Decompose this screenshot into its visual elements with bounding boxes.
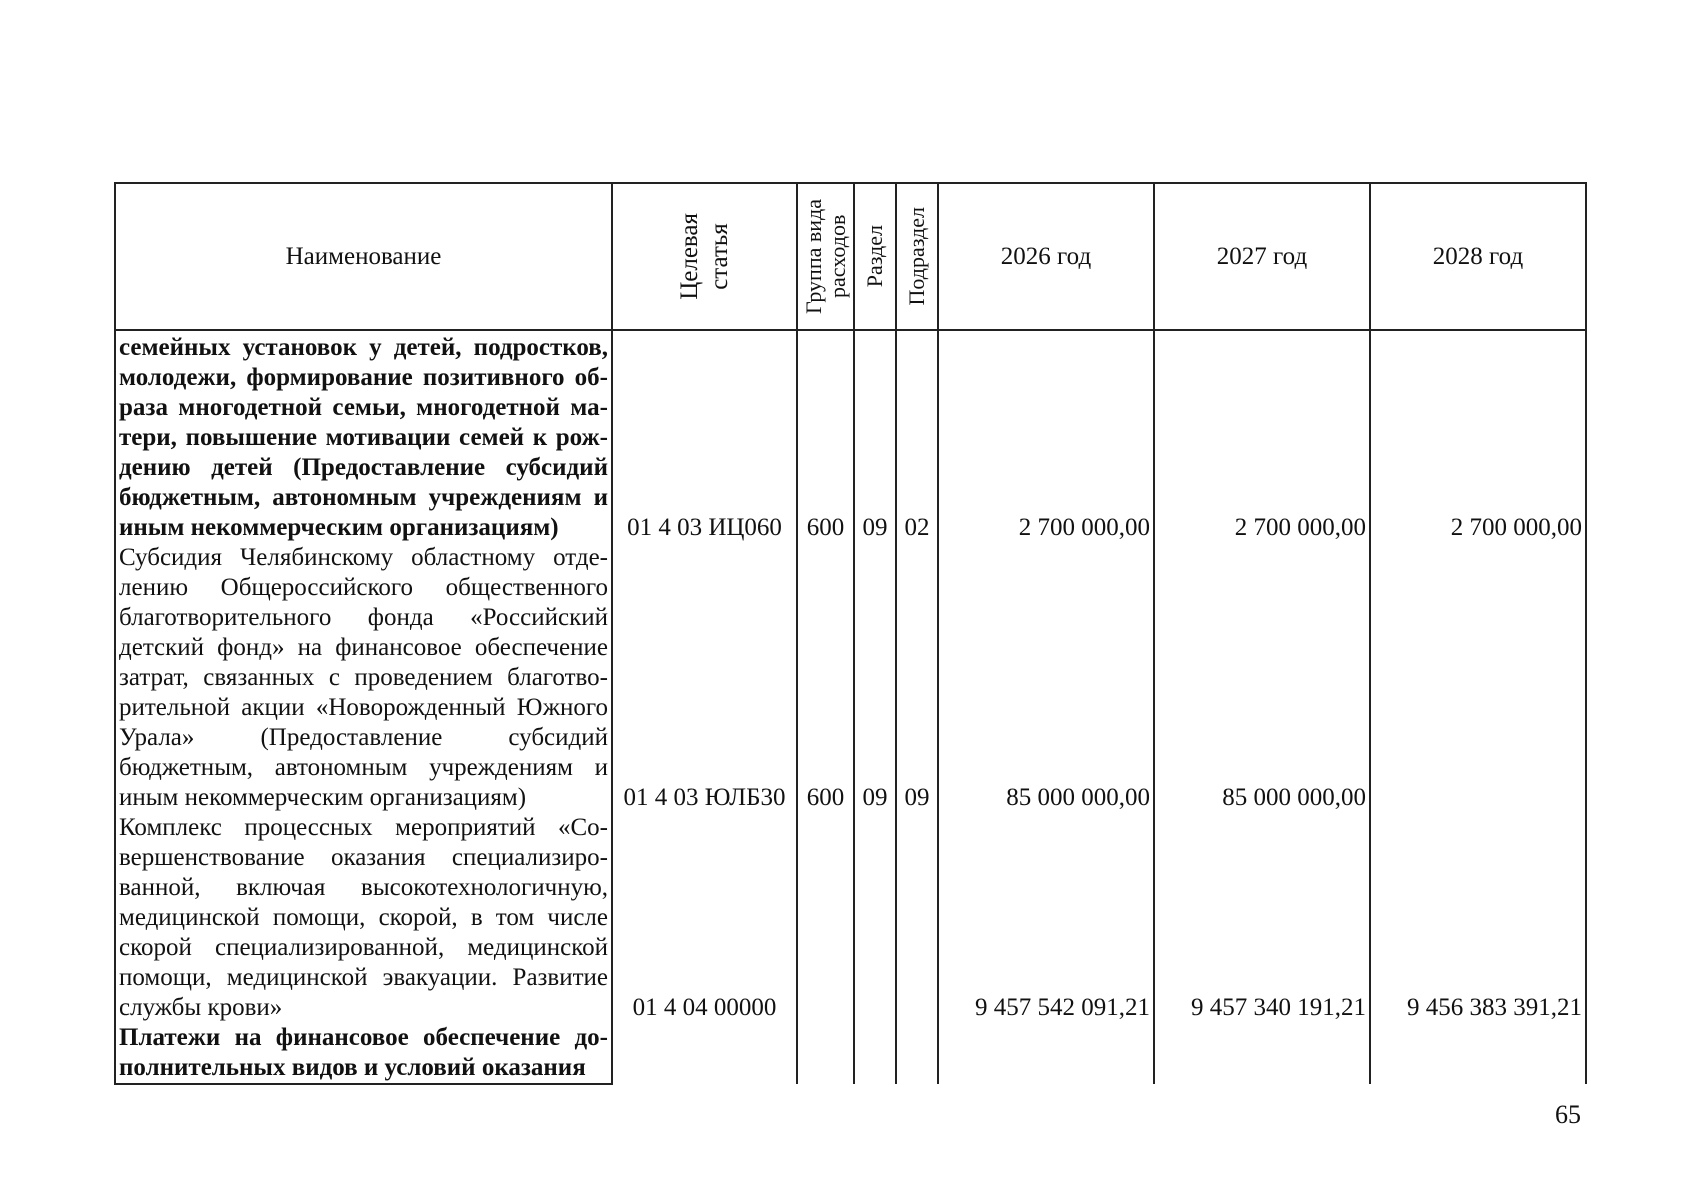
row-subsection: 09 xyxy=(896,543,938,813)
row-amount-2027: 9 457 340 191,21 xyxy=(1154,813,1370,1023)
header-section-text: Раздел xyxy=(862,225,887,288)
row-name: Комплекс процессных мероприятий «Совершенствование оказания специализированной, включая высокотехнологичную, медицинской помощи, скорой, в том числе скорой специализированной, медицинской помощи, медицинской эвакуации. Развитие службы крови» xyxy=(115,813,612,1023)
row-subsection xyxy=(896,813,938,1023)
row-amount-2028-empty xyxy=(1370,1023,1586,1084)
row-amount-2026-empty xyxy=(938,1023,1154,1084)
row-section: 09 xyxy=(854,330,896,543)
row-name: семейных установок у детей, подростков, молодежи, формирование позитивного образа многодетной семьи, многодетной матери, повышение мотивации семей к рождению детей (Предоставление субсидий бюджетным, автономным учреждениям и иным некоммерческим организациям) xyxy=(115,330,612,543)
row-subsection: 02 xyxy=(896,330,938,543)
row-section xyxy=(854,813,896,1023)
header-expense-group xyxy=(797,183,854,330)
header-name: Наименование xyxy=(115,183,612,330)
row-amount-2027: 2 700 000,00 xyxy=(1154,330,1370,543)
row-name: Платежи на финансовое обеспечение дополнительных видов и условий оказания xyxy=(115,1023,612,1084)
row-section-empty xyxy=(854,1023,896,1084)
header-target-article xyxy=(612,183,797,330)
header-section xyxy=(854,183,896,330)
page-number: 65 xyxy=(1555,1100,1581,1129)
header-year-2028: 2028 год xyxy=(1370,183,1586,330)
row-target-article-empty xyxy=(612,1023,797,1084)
row-name: Субсидия Челябинскому областному отделению Общероссийского общественного благотворительного фонда «Российский детский фонд» на финансовое обеспечение затрат, связанных с проведением благотворительной акции «Новорожденный Южного Урала» (Предоставление субсидий бюджетным, автономным учреждениям и иным некоммерческим организациям) xyxy=(115,543,612,813)
table-row xyxy=(115,1023,1586,1084)
row-amount-2026: 85 000 000,00 xyxy=(938,543,1154,813)
row-amount-2028: 9 456 383 391,21 xyxy=(1370,813,1586,1023)
row-target-article: 01 4 04 00000 xyxy=(612,813,797,1023)
row-amount-2028: 2 700 000,00 xyxy=(1370,330,1586,543)
row-amount-2027: 85 000 000,00 xyxy=(1154,543,1370,813)
row-subsection-empty xyxy=(896,1023,938,1084)
row-expense-group-empty xyxy=(797,1023,854,1084)
table-row xyxy=(115,330,1586,543)
row-amount-2026: 9 457 542 091,21 xyxy=(938,813,1154,1023)
row-expense-group: 600 xyxy=(797,330,854,543)
header-year-2026: 2026 год xyxy=(938,183,1154,330)
header-subsection xyxy=(896,183,938,330)
header-target-article-text: Целевая статья xyxy=(675,213,733,300)
table-row xyxy=(115,813,1586,1023)
table-header-row xyxy=(115,183,1586,330)
header-year-2027: 2027 год xyxy=(1154,183,1370,330)
row-target-article: 01 4 03 ЮЛБ30 xyxy=(612,543,797,813)
row-amount-2026: 2 700 000,00 xyxy=(938,330,1154,543)
table-row xyxy=(115,543,1586,813)
row-amount-2027-empty xyxy=(1154,1023,1370,1084)
budget-table xyxy=(114,182,1587,1085)
header-subsection-text: Подраздел xyxy=(904,207,929,306)
row-target-article: 01 4 03 ИЦ060 xyxy=(612,330,797,543)
header-expense-group-text: Группа вида расходов xyxy=(800,199,850,314)
row-section: 09 xyxy=(854,543,896,813)
row-amount-2028 xyxy=(1370,543,1586,813)
row-expense-group xyxy=(797,813,854,1023)
row-expense-group: 600 xyxy=(797,543,854,813)
